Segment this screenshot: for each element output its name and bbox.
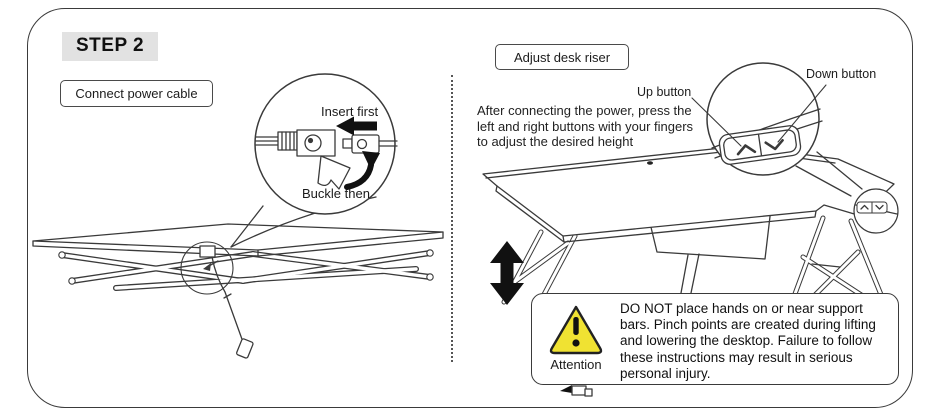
left-panel-title: Connect power cable bbox=[60, 80, 213, 107]
right-panel-title: Adjust desk riser bbox=[495, 44, 629, 70]
power-cable-magnifier bbox=[231, 74, 397, 247]
step-badge: STEP 2 bbox=[62, 32, 158, 61]
warning-box bbox=[531, 293, 899, 385]
instruction-text: After connecting the power, press the left and right buttons with your fingers to adjust the desired height bbox=[477, 103, 694, 149]
warning-triangle-icon bbox=[547, 303, 605, 355]
warning-icon-column bbox=[532, 294, 620, 372]
insert-first-label: Insert first bbox=[321, 104, 379, 119]
warning-text: DO NOT place hands on or near support bars. Pinch points are created during lifting and lowering the desktop. Failure to follow these instructions may result in serious personal injury. bbox=[620, 301, 876, 381]
up-button-label: Up button bbox=[637, 85, 692, 99]
buckle-then-label: Buckle then bbox=[302, 186, 370, 201]
down-button-label: Down button bbox=[806, 67, 877, 81]
attention-label: Attention bbox=[550, 357, 602, 372]
